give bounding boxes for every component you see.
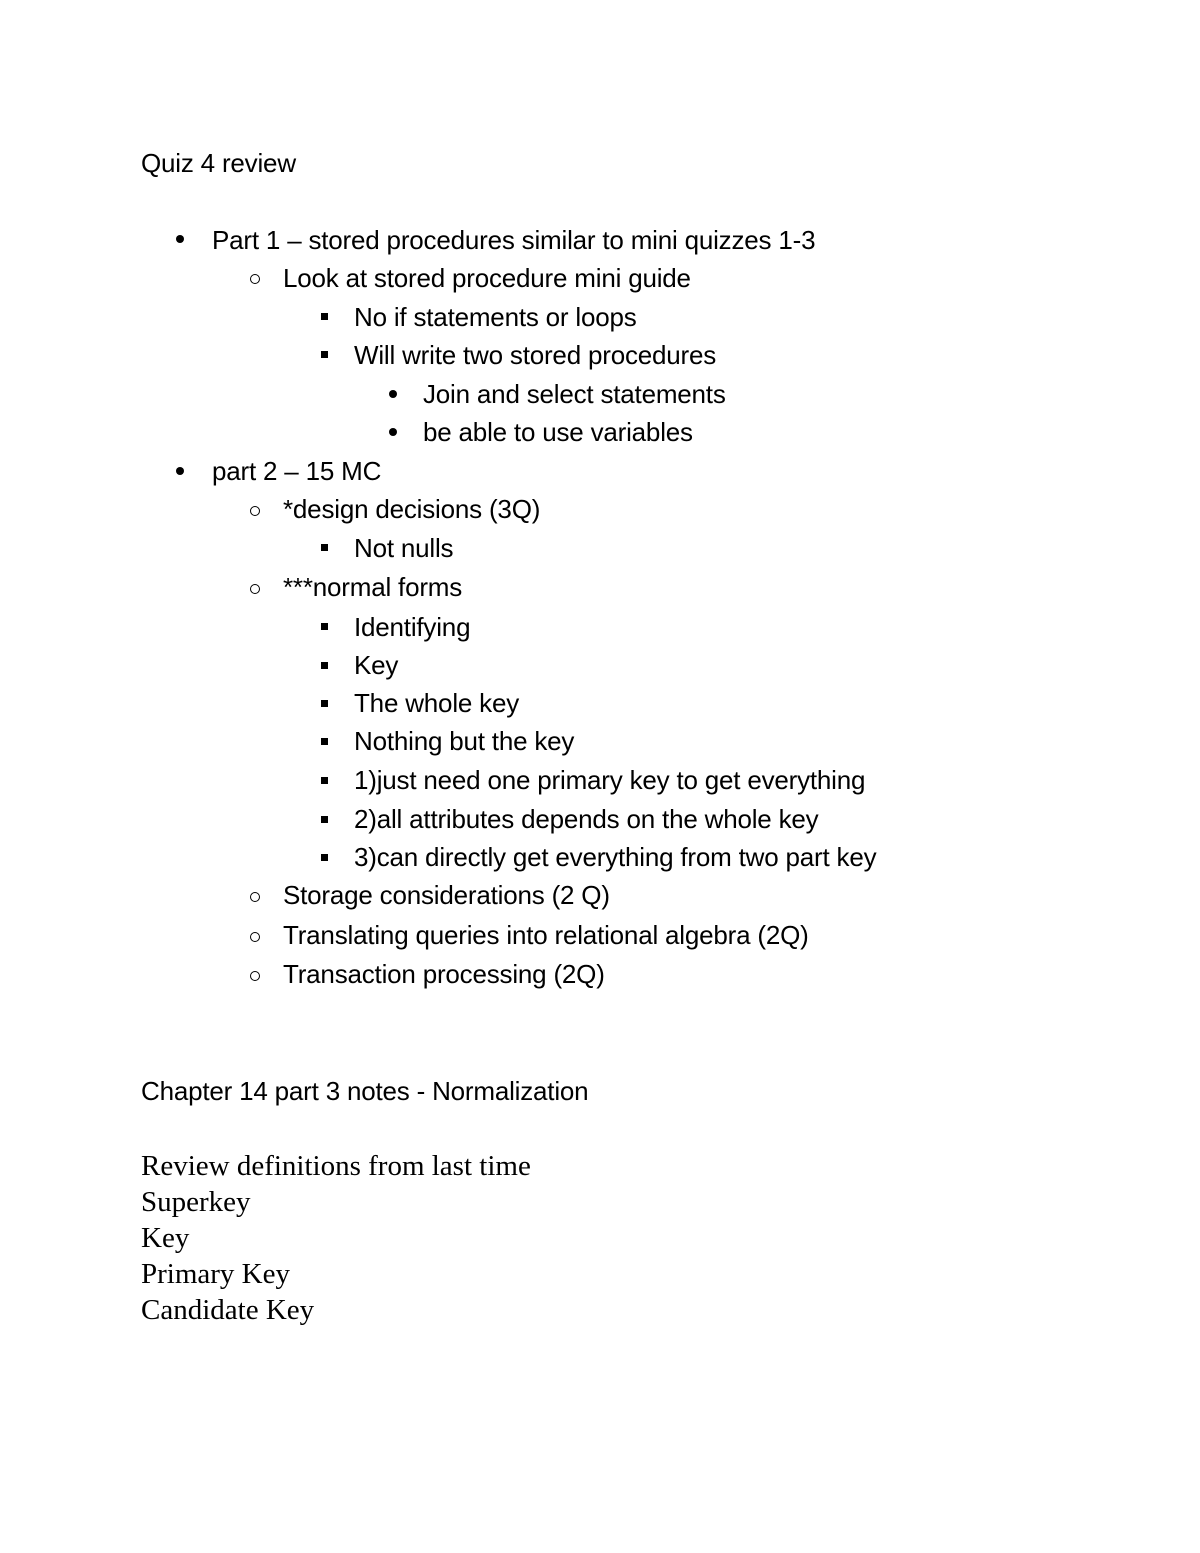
outline-item: *design decisions (3Q) [283,494,541,524]
square-bullet [321,816,328,823]
outline-item: 1)just need one primary key to get everything [354,765,866,795]
outline-item: Identifying [354,612,471,642]
outline-item: Not nulls [354,533,454,563]
square-bullet [321,351,328,358]
outline-item: Transaction processing (2Q) [283,959,605,989]
outline-item: Key [354,650,399,680]
outline-item: part 2 – 15 MC [212,456,382,486]
square-bullet [321,662,328,669]
square-bullet [321,738,328,745]
square-bullet [321,777,328,784]
definitions-intro: Review definitions from last time [141,1150,531,1182]
disc-bullet [176,467,184,475]
circle-bullet [250,584,260,594]
outline-item: 3)can directly get everything from two part key [354,842,877,872]
definition-term: Key [141,1222,190,1254]
outline-item: be able to use variables [423,417,693,447]
circle-bullet [250,932,260,942]
circle-bullet [250,506,260,516]
square-bullet [321,700,328,707]
disc-bullet [389,428,397,436]
circle-bullet [250,274,260,284]
outline-item: Join and select statements [423,379,726,409]
circle-bullet [250,971,260,981]
outline-item: Storage considerations (2 Q) [283,880,610,910]
outline-item: 2)all attributes depends on the whole key [354,804,819,834]
square-bullet [321,854,328,861]
outline-item: Will write two stored procedures [354,340,717,370]
outline-item: Look at stored procedure mini guide [283,263,691,293]
quiz-title: Quiz 4 review [141,148,296,178]
disc-bullet [389,390,397,398]
outline-item: Translating queries into relational algebra (2Q) [283,920,809,950]
outline-item: Part 1 – stored procedures similar to mini quizzes 1-3 [212,225,816,255]
definition-term: Candidate Key [141,1294,315,1326]
disc-bullet [176,235,184,243]
definition-term: Superkey [141,1186,251,1218]
circle-bullet [250,892,260,902]
outline-item: The whole key [354,688,520,718]
chapter-title: Chapter 14 part 3 notes - Normalization [141,1076,589,1106]
definition-term: Primary Key [141,1258,290,1290]
outline-item: ***normal forms [283,572,463,602]
outline-item: No if statements or loops [354,302,637,332]
square-bullet [321,623,328,630]
square-bullet [321,544,328,551]
square-bullet [321,313,328,320]
outline-item: Nothing but the key [354,726,575,756]
